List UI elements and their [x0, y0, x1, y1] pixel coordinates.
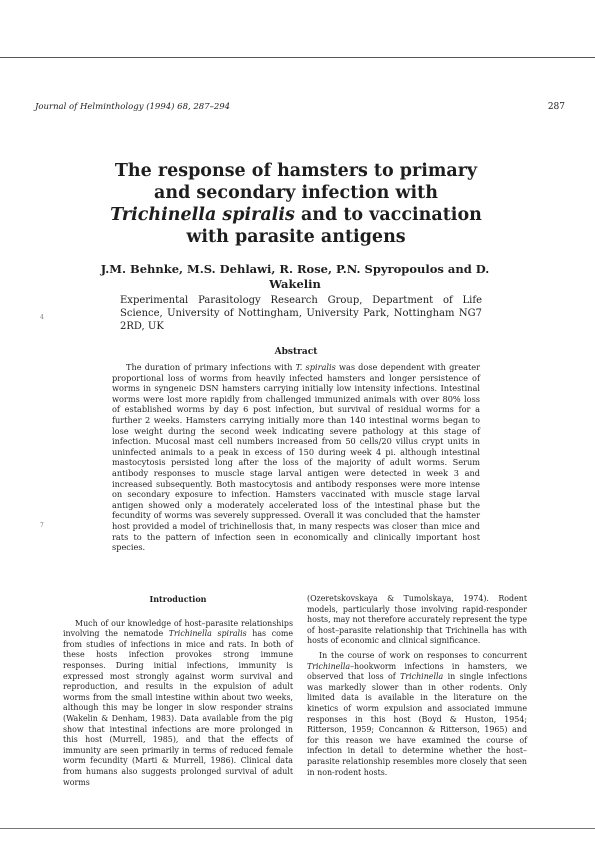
intro-right-b: –hookworm infections in hamsters, we observed that loss of: [307, 661, 527, 682]
author-list: J.M. Behnke, M.S. Dehlawi, R. Rose, P.N. Spyropoulos and D. Wakelin: [100, 262, 490, 291]
left-column: [63, 594, 293, 788]
intro-right-species-2: Trichinella: [400, 672, 444, 682]
introduction-heading: Introduction: [149, 594, 207, 604]
abstract-body: [112, 362, 480, 553]
abstract-text-a: The duration of primary infections with: [126, 362, 293, 372]
journal-name: Journal of Helminthology: [35, 102, 144, 112]
journal-ref: (1994) 68, 287–294: [146, 102, 231, 112]
intro-right-c: in single infections was markedly slower than in other rodents. Only limited data is available in the literature on the kinetics of worm expulsion and associated immune responses in this host (Boyd & Huston, 1954; Ritterson, 1959; Concannon & Ritterson, 1965) and for this reason we have examined the course of infection in detail to determine whether the host–parasite relationship resembles more closely that seen in non-rodent hosts.: [307, 672, 528, 777]
top-rule: [0, 57, 595, 58]
margin-mark: 7: [40, 522, 44, 529]
margin-mark: 4: [40, 314, 44, 321]
intro-left-species: Trichinella spiralis: [168, 629, 247, 639]
intro-right-a: In the course of work on responses to concurrent: [319, 650, 527, 660]
intro-right-paragraph-2: [307, 651, 527, 778]
affiliation: Experimental Parasitology Research Group, Department of Life Science, University of Nottingham, University Park, Nottingham NG7 2RD, UK: [120, 295, 482, 332]
abstract-heading: Abstract: [274, 347, 318, 357]
journal-citation: [35, 102, 230, 112]
intro-left-a: Much of our knowledge of host–parasite relationships involving the nematode: [63, 618, 293, 639]
page-number: 287: [547, 102, 565, 112]
abstract-species: T. spiralis: [295, 362, 336, 372]
intro-paragraph-1: [63, 619, 293, 789]
paper-title: [100, 160, 492, 248]
title-part1: The response of hamsters to primary and secondary infection with: [114, 161, 478, 203]
abstract-text-b: was dose dependent with greater proportional loss of worms from heavily infected hamsters and longer persistence of worms in syngeneic DSN hamsters carrying initially low intensity infections. Intestinal worms were lost more rapidly from challenged immunized animals with over 80% loss of established worms by day 6 post infection, but survival of residual worms for a further 2 weeks. Hamsters carrying initially more than 140 intestinal worms began to lose weight during the second week indicating severe pathology at this stage of infection. Mucosal mast cell numbers increased from 50 cells/20 villus crypt units in uninfected animals to a peak in excess of 150 during week 4 pi. although intestinal mastocytosis persisted long after the loss of the majority of adult worms. Serum antibody responses to muscle stage larval antigen were detected in week 3 and increased subsequently. Both mastocytosis and antibody responses were more intense on secondary exposure to infection. Hamsters vaccinated with muscle stage larval antigen showed only a moderately accelerated loss of the intestinal phase but the fecundity of worms was severely suppressed. Overall it was concluded that the hamster host provided a model of trichinellosis that, in many respects was closer than mice and rats to the pattern of infection seen in economically and clinically important host species.: [112, 362, 480, 553]
title-genus: Trichinella: [110, 205, 217, 225]
right-column: [307, 594, 527, 778]
title-part2: and to vaccination with parasite antigens: [186, 205, 482, 247]
intro-right-paragraph-1: (Ozeretskovskaya & Tumolskaya, 1974). Rodent models, particularly those involving rapid-responder hosts, may not therefore accurately represent the type of host–parasite relationship that Trichinella has with hosts of economic and clinical significance.: [307, 594, 527, 646]
title-epithet: spiralis: [222, 205, 295, 225]
intro-left-b: has come from studies of infections in mice and rats. In both of these hosts infection provokes strong immune responses. During initial infections, immunity is expressed most strongly against worm survival and reproduction, and results in the expulsion of adult worms from the small intestine within about two weeks, although this may be longer in slow responder strains (Wakelin & Denham, 1983). Data available from the pig show that intestinal infections are more prolonged in this host (Murrell, 1985), and that the effects of immunity are seen primarily in terms of reduced female worm fecundity (Marti & Murrell, 1986). Clinical data from humans also suggests prolonged survival of adult worms: [63, 629, 294, 787]
intro-right-species: Trichinella: [307, 661, 351, 671]
bottom-rule: [0, 828, 595, 829]
